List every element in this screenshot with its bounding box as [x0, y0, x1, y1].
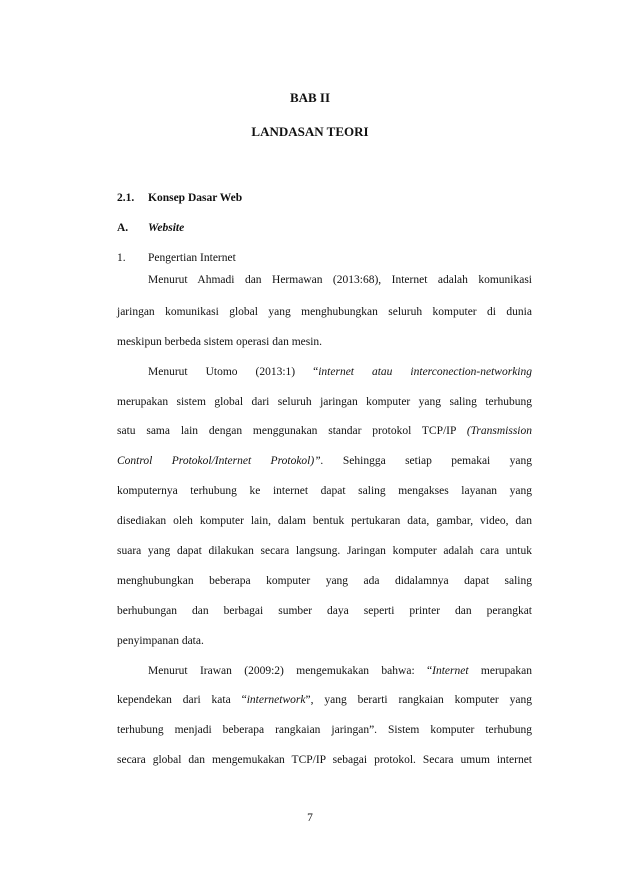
section-number: 2.1.	[117, 192, 135, 204]
chapter-label: BAB II	[289, 90, 331, 105]
italic-term: internet atau interconection-networking	[318, 366, 532, 378]
subsection-title: Website	[148, 222, 185, 234]
paragraph-line: berhubungan dan berbagai sumber daya seperti printer dan perangkat	[117, 605, 532, 617]
italic-term: Internet	[432, 665, 469, 677]
item-title: Pengertian Internet	[148, 252, 236, 264]
section-title: Konsep Dasar Web	[148, 192, 243, 204]
italic-term: (Transmission	[466, 425, 532, 437]
text-run: merupakan	[468, 665, 532, 677]
subsection-letter: A.	[117, 222, 129, 234]
paragraph-line: komputernya terhubung ke internet dapat saling mengakses layanan yang	[117, 485, 532, 497]
chapter-title: LANDASAN TEORI	[251, 124, 369, 139]
paragraph-line: secara global dan mengemukakan TCP/IP sebagai protokol. Secara umum internet	[117, 754, 532, 766]
text-run: Sehingga setiap pemakai yang	[323, 455, 532, 467]
paragraph-line: merupakan sistem global dari seluruh jaringan komputer yang saling terhubung	[117, 396, 532, 408]
paragraph-line: terhubung menjadi beberapa rangkaian jaringan”. Sistem komputer terhubung	[117, 724, 532, 736]
text-run: Menurut Irawan (2009:2) mengemukakan bahwa: “	[148, 665, 433, 677]
paragraph-line	[148, 365, 532, 379]
paragraph-line: Menurut Ahmadi dan Hermawan (2013:68), Internet adalah komunikasi	[148, 274, 532, 286]
italic-term: Control Protokol/Internet Protokol)”.	[117, 455, 324, 467]
paragraph-line: menghubungkan beberapa komputer yang ada didalamnya dapat saling	[117, 575, 532, 587]
paragraph-line: suara yang dapat dilakukan secara langsung. Jaringan komputer adalah cara untuk	[117, 545, 532, 557]
paragraph-line: jaringan komunikasi global yang menghubungkan seluruh komputer di dunia	[117, 306, 532, 318]
paragraph-line: meskipun berbeda sistem operasi dan mesin.	[117, 336, 323, 348]
paragraph-line	[117, 454, 532, 468]
paragraph-line: penyimpanan data.	[117, 635, 204, 647]
text-run: Menurut Utomo (2013:1) “	[148, 366, 319, 378]
paragraph-line: disediakan oleh komputer lain, dalam bentuk pertukaran data, gambar, video, dan	[117, 515, 532, 527]
paragraph-line	[117, 693, 532, 707]
text-run: kependekan dari kata “	[117, 694, 247, 706]
text-run: ”, yang berarti rangkaian komputer yang	[305, 694, 532, 706]
paragraph-line	[148, 664, 532, 678]
paragraph-line	[117, 424, 532, 438]
page-number: 7	[307, 812, 313, 824]
text-run: satu sama lain dengan menggunakan standar protokol TCP/IP	[117, 425, 467, 437]
italic-term: internetwork	[246, 694, 306, 706]
item-number: 1.	[117, 252, 126, 264]
